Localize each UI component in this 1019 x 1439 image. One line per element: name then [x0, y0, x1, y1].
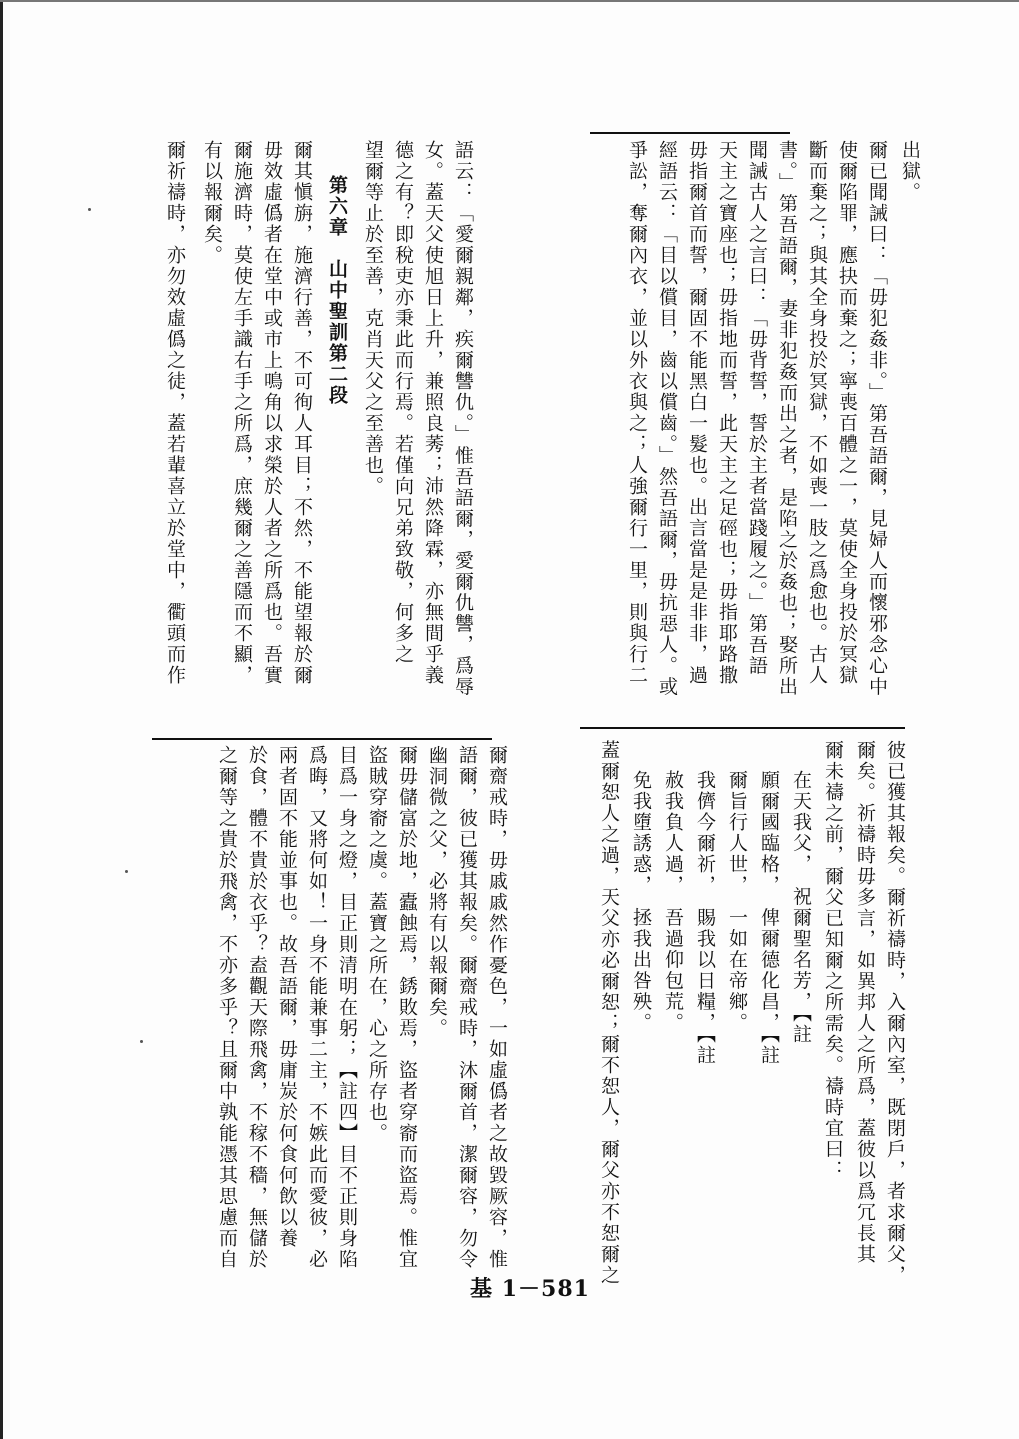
prayer-line: 免我墮誘惑， 拯我出咎殃。	[630, 770, 652, 1034]
chapter-heading: 第六章 山中聖訓第二段	[326, 175, 348, 406]
text-column: 望爾等止於至善，克肖天父之至善也。	[362, 140, 384, 497]
text-column: 天主之寶座也；毋指地而誓，此天主之足硜也；毋指耶路撒	[716, 140, 738, 686]
text-column: 有以報爾矣。	[201, 140, 223, 266]
text-column: 爾未禱之前，爾父已知爾之所需矣。禱時宜曰：	[822, 740, 844, 1181]
middle-rule-left-page	[152, 738, 492, 740]
prayer-line: 願爾國臨格， 俾爾德化昌，【註	[758, 770, 780, 1066]
scan-speck	[140, 1040, 143, 1043]
text-column: 聞誡古人之言曰：「毋背誓，誓於主者當踐履之。」第吾語	[746, 140, 768, 677]
text-column: 爾施濟時，莫使左手識右手之所爲，庶幾爾之善隱而不顯，	[231, 140, 253, 686]
text-column: 斷而棄之；與其全身投於冥獄，不如喪一肢之爲愈也。古人	[806, 140, 828, 686]
text-column: 毋效虛僞者在堂中或市上鳴角以求榮於人者之所爲也。吾實	[261, 140, 283, 686]
text-column: 出獄。	[899, 140, 921, 203]
text-column: 目爲一身之燈，目正則清明在躬；【註四】目不正則身陷	[336, 745, 358, 1270]
text-column: 爾祈禱時，亦勿效虛僞之徒，蓋若輩喜立於堂中，衢頭而作	[164, 140, 186, 686]
text-column: 毋指爾首而誓，爾固不能黑白一髮也。出言當是是非非，過	[686, 140, 708, 686]
text-column: 女。蓋天父使旭日上升，兼照良莠；沛然降霖，亦無間乎義	[422, 140, 444, 686]
text-column: 之爾等之貴於飛禽，不亦多乎？且爾中孰能憑其思慮而自	[216, 745, 238, 1270]
prayer-line: 爾旨行人世， 一如在帝鄉。	[726, 770, 748, 1034]
prayer-line: 在天我父， 祝爾聖名芳，【註	[790, 770, 812, 1045]
text-column: 彼已獲其報矣。爾祈禱時，入爾內室，既閉戶，者求爾父，	[884, 740, 906, 1286]
text-column: 盜賊穿窬之虞。蓋寶之所在，心之所存也。	[366, 745, 388, 1144]
text-column: 爭訟，奪爾內衣，並以外衣與之；人強爾行一里，則與行二	[626, 140, 648, 686]
text-column: 經語云：「目以償目，齒以償齒。」然吾語爾，毋抗惡人。或	[656, 140, 678, 698]
top-rule-right-page	[590, 132, 790, 134]
text-column: 使爾陷罪，應抉而棄之；寧喪百體之一，莫使全身投於冥獄	[836, 140, 858, 686]
text-column: 於食，體不貴於衣乎？盍觀天際飛禽，不稼不穡，無儲於	[246, 745, 268, 1270]
text-column: 蓋爾恕人之過，天父亦必爾恕；爾不恕人，爾父亦不恕爾之	[598, 740, 620, 1286]
middle-rule-right-page	[580, 727, 905, 729]
text-column: 兩者固不能並事也。故吾語爾，毋庸炭於何食何飲以養	[276, 745, 298, 1249]
text-column: 爾齋戒時，毋戚戚然作憂色，一如虛僞者之故毀厥容，惟	[486, 745, 508, 1270]
prayer-line: 赦我負人過， 吾過仰包荒。	[662, 770, 684, 1034]
text-column: 爾矣。祈禱時毋多言，如異邦人之所爲，蓋彼以爲冗長其	[854, 740, 876, 1265]
text-column: 爾其愼旃，施濟行善，不可徇人耳目；不然，不能望報於爾	[291, 140, 313, 686]
prayer-line: 我儕今爾祈， 賜我以日糧，【註	[694, 770, 716, 1066]
text-column: 語云：「愛爾親鄰，疾爾讐仇。」惟吾語爾，愛爾仇讐，爲辱	[452, 140, 474, 698]
scan-border-left	[0, 0, 3, 1439]
text-column: 爾已聞誡曰：「毋犯姦非。」第吾語爾，見婦人而懷邪念心中	[866, 140, 888, 698]
text-column: 語爾，彼已獲其報矣。爾齋戒時，沐爾首，潔爾容，勿令	[456, 745, 478, 1270]
text-column: 書。」第吾語爾，妻非犯姦而出之者，是陷之於姦也；娶所出	[776, 140, 798, 698]
text-column: 幽洞微之父，必將有以報爾矣。	[426, 745, 448, 1039]
page-number: 基 1－581	[470, 1276, 590, 1302]
text-column: 爲晦，又將何如！一身不能兼事二主，不嫉此而愛彼，必	[306, 745, 328, 1270]
text-column: 德之有？即稅吏亦秉此而行焉。若僅向兄弟致敬，何多之	[392, 140, 414, 665]
scan-border-top	[0, 0, 1019, 2]
scan-speck	[125, 870, 128, 873]
scan-speck	[88, 208, 91, 211]
text-column: 爾毋儲富於地，蠹蝕焉，銹敗焉，盜者穿窬而盜焉。惟宜	[396, 745, 418, 1270]
